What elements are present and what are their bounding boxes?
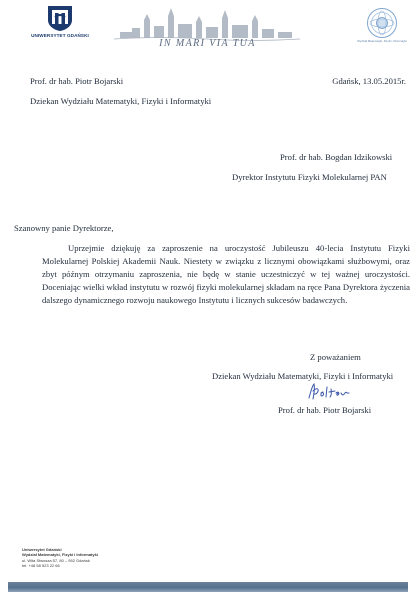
letter-body-text: Uprzejmie dziękuję za zaproszenie na uroczystość Jubileuszu 40-lecia Instytutu Fizyki Molekularnej Polskiej Akademii Nauk. Niestety w związku z licznymi obowiązkami służbowymi, oraz zbyt późnym otrzymaniu zaproszenia, nie będę w stanie uczestniczyć w tej ważnej uroczystości. Doceniając wielki wkład instytutu w rozwój fizyki molekularnej składam na ręce Pana Dyrektora życzenia dalszego dynamicznego rozwoju naukowego Instytutu i licznych sukcesów badawczych. [42,243,410,305]
footer-bar [8,582,408,592]
university-logo [30,5,90,41]
footer-phone: tel. +48 58 523 22 66 [22,563,60,569]
signer-name: Prof. dr hab. Piotr Bojarski [278,405,372,415]
faculty-logo-caption: Wydział Matematyki, Fizyki i Informatyki [357,39,407,43]
university-motto: IN MARI VIA TUA [159,38,256,49]
letter-body [42,242,410,307]
university-name: UNIWERSYTET GDAŃSKI [31,33,89,38]
recipient-title: Dyrektor Instytutu Fizyki Molekularnej PAN [232,172,387,182]
closing-title: Dziekan Wydziału Matematyki, Fizyki i Informatyki [212,371,394,381]
closing: Z poważaniem [310,352,361,362]
recipient-name: Prof. dr hab. Bogdan Idzikowski [280,152,393,162]
footer-university: Uniwersytet Gdański [22,547,62,552]
footer-street: ul. Wita Stwosza 57, 80 – 952 Gdańsk [22,557,90,563]
footer-faculty: Wydział Matematyki, Fizyki i Informatyki [22,552,98,558]
salutation: Szanowny panie Dyrektorze, [14,223,114,233]
faculty-logo-icon [366,7,398,39]
sender-name: Prof. dr hab. Piotr Bojarski [30,76,124,86]
sender-title: Dziekan Wydziału Matematyki, Fizyki i Informatyki [30,96,212,106]
university-shield-icon [47,5,73,32]
handwritten-signature [305,381,355,403]
footer-address [22,547,98,569]
place-date: Gdańsk, 13.05.2015r. [332,76,406,86]
